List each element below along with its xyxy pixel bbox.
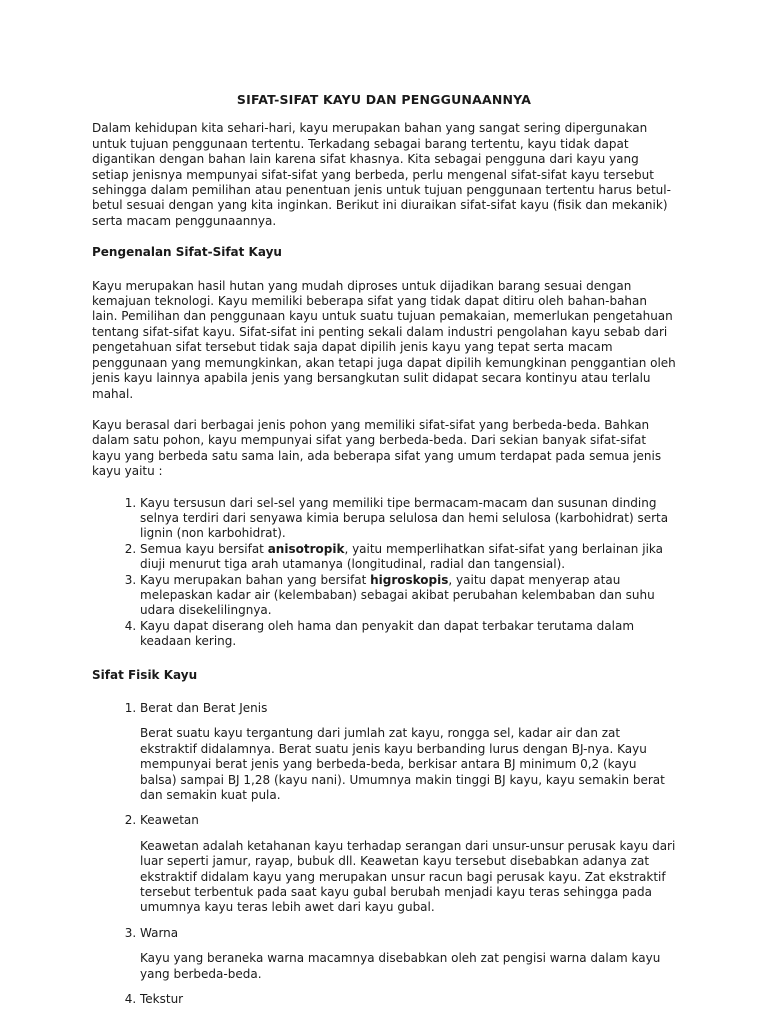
pengenalan-paragraph-1: Kayu merupakan hasil hutan yang mudah diproses untuk dijadikan barang sesuai dengan kemajuan teknologi. Kayu memiliki beberapa sifat yang tidak dapat ditiru oleh bahan-bahan lain. Pemilihan dan penggunaan kayu untuk suatu tujuan pemakaian, memerlukan pengetahuan tentang sifat-sifat kayu. Sifat-sifat ini penting sekali dalam industri pengolahan kayu sebab dari pengetahuan sifat tersebut tidak saja dapat dipilih jenis kayu yang tepat serta macam penggunaan yang memungkinkan, akan tetapi juga dapat dipilih kemungkinan penggantian oleh jenis kayu lainnya apabila jenis yang bersangkutan sulit didapat secara kontinyu atau terlalu mahal.	[92, 278, 676, 401]
list-item	[140, 926, 676, 982]
physical-properties-list	[92, 701, 676, 1008]
general-properties-list	[92, 496, 676, 650]
list-item: 1. Kayu tersusun dari sel-sel yang memiliki tipe bermacam-macam dan susunan dinding selnya terdiri dari senyawa kimia berupa selulosa dan hemi selulosa (karbohidrat) serta lignin (non karbohidrat).	[140, 496, 676, 542]
intro-paragraph: Dalam kehidupan kita sehari-hari, kayu merupakan bahan yang sangat sering dipergunakan untuk tujuan penggunaan tertentu. Terkadang sebagai barang tertentu, kayu tidak dapat digantikan dengan bahan lain karena sifat khasnya. Kita sebagai pengguna dari kayu yang setiap jenisnya mempunyai sifat-sifat yang berbeda, perlu mengenal sifat-sifat kayu tersebut sehingga dalam pemilihan atau penentuan jenis untuk tujuan penggunaan tertentu harus betul-betul sesuai dengan yang kita inginkan. Berikut ini diuraikan sifat-sifat kayu (fisik dan mekanik) serta macam penggunaannya.	[92, 121, 671, 228]
list-item: 3. Kayu merupakan bahan yang bersifat higroskopis, yaitu dapat menyerap atau melepaskan kadar air (kelembaban) sebagai akibat perubahan kelembaban dan suhu udara disekelilingnya.	[140, 573, 676, 619]
item-title: 2. Keawetan	[140, 813, 199, 828]
list-item	[140, 992, 676, 1007]
item-body: Keawetan adalah ketahanan kayu terhadap serangan dari unsur-unsur perusak kayu dari luar seperti jamur, rayap, bubuk dll. Keawetan kayu tersebut disebabkan adanya zat ekstraktif didalam kayu yang merupakan unsur racun bagi perusak kayu. Zat ekstraktif tersebut terbentuk pada saat kayu gubal berubah menjadi kayu teras sehingga pada umumnya kayu teras lebih awet dari kayu gubal.	[140, 838, 676, 915]
item-title: 1. Berat dan Berat Jenis	[140, 701, 268, 715]
document-page	[92, 92, 676, 1026]
item-title: 3. Warna	[140, 925, 179, 940]
item-title: 4. Tekstur	[140, 992, 184, 1007]
item-body: Berat suatu kayu tergantung dari jumlah zat kayu, rongga sel, kadar air dan zat ekstraktif didalamnya. Berat suatu jenis kayu berbanding lurus dengan BJ-nya. Kayu mempunyai berat jenis yang berbeda-beda, berkisar antara BJ minimum 0,2 (kayu balsa) sampai BJ 1,28 (kayu nani). Umumnya makin tinggi BJ kayu, kayu semakin berat dan semakin kuat pula.	[140, 726, 665, 803]
list-item	[140, 813, 676, 915]
page-title: SIFAT-SIFAT KAYU DAN PENGGUNAANNYA	[236, 92, 532, 107]
pengenalan-paragraph-2: Kayu berasal dari berbagai jenis pohon yang memiliki sifat-sifat yang berbeda-beda. Bahkan dalam satu pohon, kayu mempunyai sifat yang berbeda-beda. Dari sekian banyak sifat-sifat kayu yang berbeda satu sama lain, ada beberapa sifat yang umum terdapat pada semua jenis kayu yaitu :	[92, 417, 662, 479]
item-body: Kayu yang beraneka warna macamnya disebabkan oleh zat pengisi warna dalam kayu yang berbeda-beda.	[140, 951, 661, 981]
term-anisotropik: anisotropik	[267, 541, 345, 556]
term-higroskopis: higroskopis	[370, 572, 449, 587]
section-heading-pengenalan: Pengenalan Sifat-Sifat Kayu	[92, 245, 282, 260]
list-item: 4. Kayu dapat diserang oleh hama dan penyakit dan dapat terbakar terutama dalam keadaan kering.	[140, 619, 676, 650]
list-item: 2. Semua kayu bersifat anisotropik, yaitu memperlihatkan sifat-sifat yang berlainan jika diuji menurut tiga arah utamanya (longitudinal, radial dan tangensial).	[140, 542, 676, 573]
list-item	[140, 701, 676, 803]
section-heading-sifat-fisik: Sifat Fisik Kayu	[92, 667, 198, 682]
